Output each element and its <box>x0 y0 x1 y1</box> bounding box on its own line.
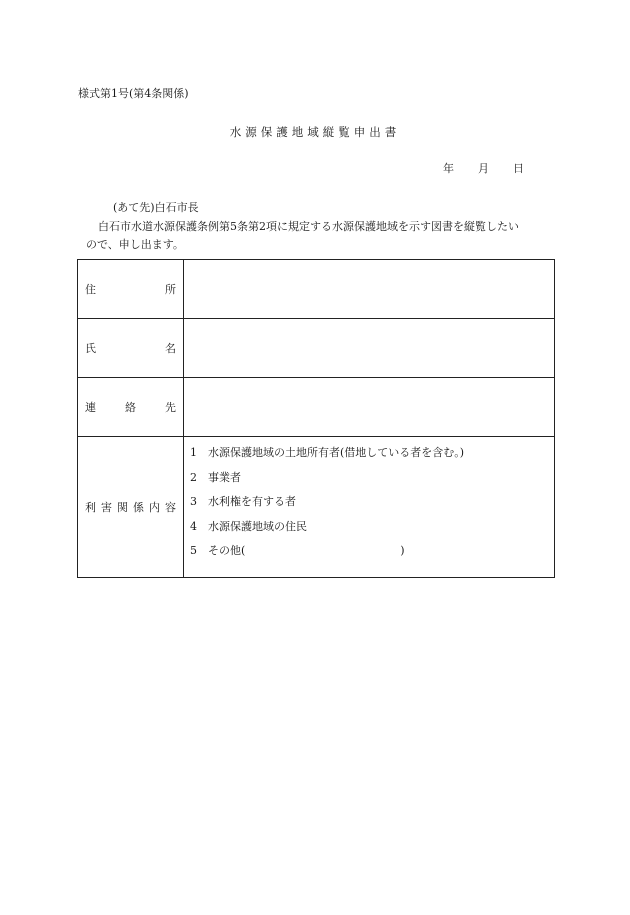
name-row <box>78 319 554 378</box>
contact-input-cell[interactable] <box>184 378 554 436</box>
interest-label: 利 害 関 係 内 容 <box>85 501 176 514</box>
date-year-label: 年 <box>443 162 454 175</box>
contact-row <box>78 378 554 437</box>
body-text-line-2: ので、申し出ます。 <box>86 238 184 251</box>
name-label-cell <box>78 319 184 377</box>
address-label-cell <box>78 260 184 318</box>
body-text-line-1: 白石市水道水源保護条例第5条第2項に規定する水源保護地域を示す図書を縦覧したい <box>98 220 519 233</box>
address-row <box>78 260 554 319</box>
date-month-label: 月 <box>478 162 489 175</box>
addressee: (あて先)白石市長 <box>113 201 199 214</box>
interest-option-5[interactable]: 5 その他( ) <box>190 544 405 557</box>
date-day-label: 日 <box>513 162 524 175</box>
contact-label-cell <box>78 378 184 436</box>
interest-row <box>78 437 554 577</box>
address-input-cell[interactable] <box>184 260 554 318</box>
form-number: 様式第1号(第4条関係) <box>78 87 189 100</box>
interest-options-list <box>190 445 464 568</box>
date-line <box>443 160 524 176</box>
interest-label-cell <box>78 437 184 577</box>
interest-option-4[interactable]: 4 水源保護地域の住民 <box>190 519 307 533</box>
application-form-table <box>77 259 555 578</box>
interest-option-3[interactable]: 3 水利権を有する者 <box>190 495 296 508</box>
name-label: 氏 名 <box>85 342 176 355</box>
address-label: 住 所 <box>85 283 176 296</box>
interest-options-cell <box>184 437 554 577</box>
contact-label: 連 絡 先 <box>85 401 176 414</box>
document-title: 水源保護地域縦覧申出書 <box>229 125 401 139</box>
interest-option-2[interactable]: 2 事業者 <box>190 470 241 484</box>
name-input-cell[interactable] <box>184 319 554 377</box>
interest-option-1[interactable]: 1 水源保護地域の土地所有者(借地している者を含む。) <box>190 446 465 459</box>
